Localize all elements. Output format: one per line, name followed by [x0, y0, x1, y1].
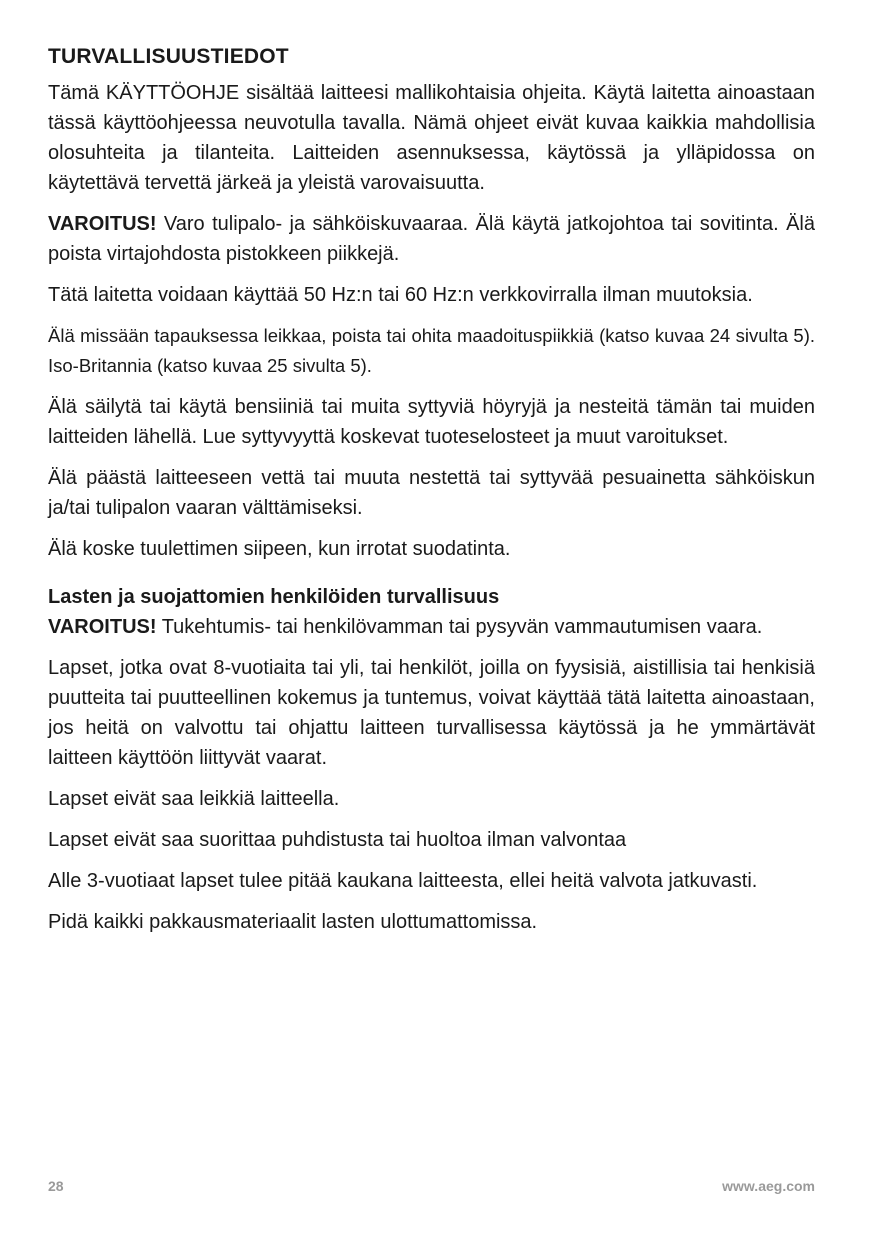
- children-cleaning-paragraph: Lapset eivät saa suorittaa puhdistusta tai huoltoa ilman valvontaa: [48, 829, 627, 851]
- children-warning-label: VAROITUS!: [48, 616, 157, 638]
- frequency-paragraph: Tätä laitetta voidaan käyttää 50 Hz:n tai 60 Hz:n verkkovirralla ilman muutoksia.: [48, 284, 753, 306]
- document-page: [48, 42, 815, 948]
- website-link: www.aeg.com: [722, 1178, 815, 1194]
- packaging-paragraph: Pidä kaikki pakkausmateriaalit lasten ulottumattomissa.: [48, 911, 538, 933]
- children-warning-paragraph: [48, 612, 815, 642]
- children-usage-paragraph: Lapset, jotka ovat 8-vuotiaita tai yli, tai henkilöt, joilla on fyysisiä, aistillisia tai henkisiä puutteita tai puutteellinen kokemus ja tuntemus, voivat käyttää tätä laitetta ainoastaan, jos heitä on valvottu tai ohjattu laitteen turvallisessa käytössä ja he ymmärtävät laitteen käyttöön liittyvät vaarat.: [48, 657, 815, 769]
- page-number: 28: [48, 1178, 64, 1194]
- warning-text: Varo tulipalo- ja sähköiskuvaaraa. Älä käytä jatkojohtoa tai sovitinta. Älä poista virtajohdosta pistokkeen piikkejä.: [48, 213, 815, 265]
- children-safety-heading: Lasten ja suojattomien henkilöiden turvallisuus: [48, 586, 500, 608]
- children-warning-text: Tukehtumis- tai henkilövamman tai pysyvän vammautumisen vaara.: [156, 616, 763, 638]
- children-play-paragraph: Lapset eivät saa leikkiä laitteella.: [48, 788, 340, 810]
- children-age-paragraph: Alle 3-vuotiaat lapset tulee pitää kaukana laitteesta, ellei heitä valvota jatkuvasti.: [48, 870, 758, 892]
- grounding-paragraph: Älä missään tapauksessa leikkaa, poista tai ohita maadoituspiikkiä (katso kuvaa 24 sivulta 5). Iso-Britannia (katso kuvaa 25 sivulta 5).: [48, 325, 815, 376]
- warning-label: VAROITUS!: [48, 213, 157, 235]
- flammable-paragraph: Älä säilytä tai käytä bensiiniä tai muita syttyviä höyryjä ja nesteitä tämän tai muiden laitteiden lähellä. Lue syttyvyyttä koskevat tuoteselosteet ja muut varoitukset.: [48, 396, 815, 448]
- fire-warning-paragraph: [48, 209, 815, 269]
- fan-paragraph: Älä koske tuulettimen siipeen, kun irrotat suodatinta.: [48, 538, 511, 560]
- water-paragraph: Älä päästä laitteeseen vettä tai muuta nestettä tai syttyvää pesuainetta sähköiskun ja/tai tulipalon vaaran välttämiseksi.: [48, 467, 815, 519]
- page-title: TURVALLISUUSTIEDOT: [48, 45, 289, 68]
- intro-paragraph: Tämä KÄYTTÖOHJE sisältää laitteesi mallikohtaisia ohjeita. Käytä laitetta ainoastaan tässä käyttöohjeessa neuvotulla tavalla. Nämä ohjeet eivät kuvaa kaikkia mahdollisia olosuhteita ja tilanteita. Laitteiden asennuksessa, käytössä ja ylläpidossa on käytettävä tervettä järkeä ja yleistä varovaisuutta.: [48, 82, 815, 194]
